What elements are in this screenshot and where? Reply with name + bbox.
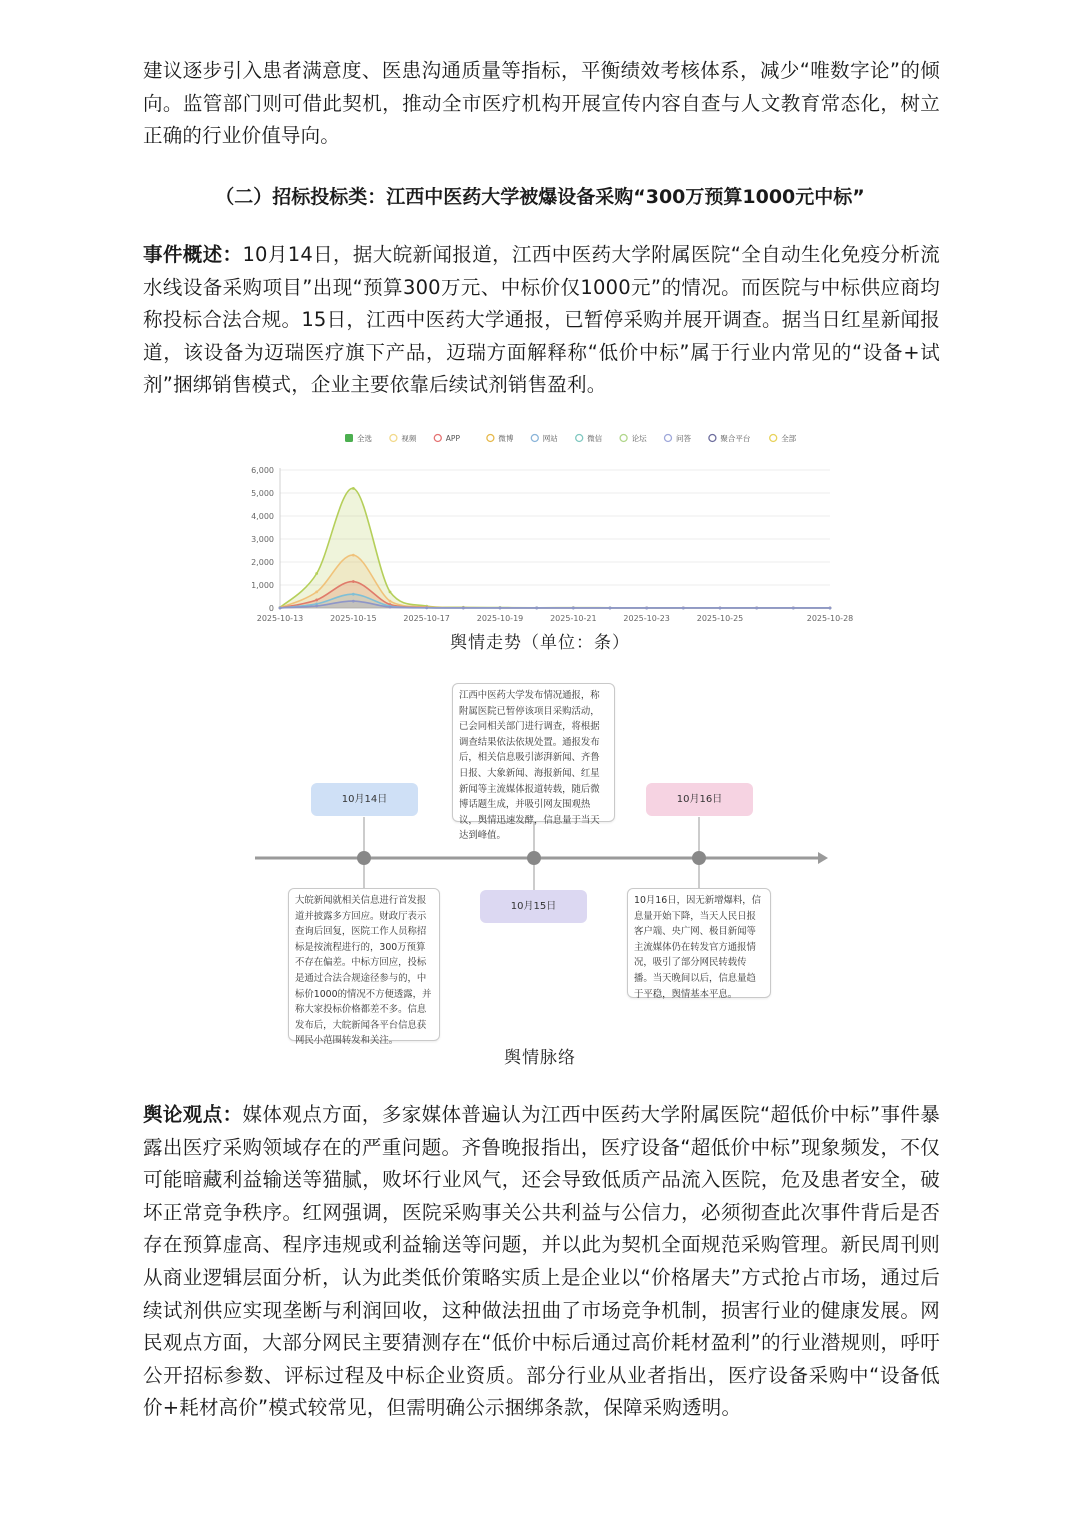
section-heading: （二）招标投标类：江西中医药大学被爆设备采购“300万预算1000元中标” (215, 186, 865, 208)
x-tick-label: 2025-10-19 (476, 614, 524, 623)
data-point (315, 599, 318, 602)
data-point (352, 554, 355, 557)
legend-swatch (620, 435, 627, 442)
legend-label: APP (445, 434, 460, 443)
overview-paragraph (143, 239, 940, 402)
data-point (609, 607, 612, 610)
data-point (792, 607, 795, 610)
legend-label: 全部 (781, 434, 797, 443)
data-point (829, 607, 832, 610)
x-tick-label: 2025-10-28 (806, 614, 854, 623)
data-point (572, 607, 575, 610)
chart-caption: 舆情走势（单位：条） (450, 633, 630, 653)
timeline-diagram (250, 670, 830, 1045)
timeline-dot-2 (527, 851, 541, 865)
trend-chart (240, 425, 854, 630)
data-point (535, 607, 538, 610)
y-tick-label: 1,000 (251, 581, 274, 590)
data-point (352, 593, 355, 596)
x-tick-label: 2025-10-13 (256, 614, 304, 623)
date-label-oct14: 10月14日 (311, 783, 418, 816)
event-box-oct14: 大皖新闻就相关信息进行首发报道并披露多方回应。财政厅表示查询后回复，医院工作人员称招标是按流程进行的，300万预算不存在偏差。中标方回应，投标是通过合法合规途径参与的，中标价1000的情况不方便透露，并称大家投标价格都差不多。信息发布后，大皖新闻各平台信息获网民小范围转发和关注。 (288, 888, 440, 1041)
data-point (425, 606, 428, 609)
data-point (315, 591, 318, 594)
legend-label: 视频 (401, 434, 417, 443)
overview-label: 事件概述： (143, 243, 243, 266)
y-tick-label: 6,000 (251, 466, 274, 475)
data-point (315, 572, 318, 575)
y-tick-label: 0 (268, 604, 274, 613)
data-point (352, 487, 355, 490)
legend-swatch (390, 435, 397, 442)
x-tick-label: 2025-10-23 (623, 614, 670, 623)
legend-label: 论坛 (631, 434, 647, 443)
data-point (389, 606, 392, 609)
x-tick-label: 2025-10-17 (403, 614, 450, 623)
legend-label: 聚合平台 (720, 434, 751, 443)
intro-paragraph: 建议逐步引入患者满意度、医患沟通质量等指标，平衡绩效考核体系，减少“唯数字论”的倾向。监管部门则可借此契机，推动全市医疗机构开展宣传内容自查与人文教育常态化，树立正确的行业价值导向。 (143, 59, 940, 148)
data-point (719, 607, 722, 610)
legend-swatch (531, 435, 538, 442)
legend-swatch (770, 435, 777, 442)
data-point (645, 607, 648, 610)
data-point (352, 580, 355, 583)
opinion-paragraph (143, 1099, 940, 1425)
data-point (499, 607, 502, 610)
y-tick-label: 5,000 (251, 489, 274, 498)
data-point (462, 607, 465, 610)
y-tick-label: 2,000 (251, 558, 274, 567)
legend-label: 问答 (676, 434, 691, 443)
legend-label: 全选 (357, 434, 372, 443)
timeline-dot-1 (357, 851, 371, 865)
legend-swatch (434, 435, 441, 442)
opinion-label: 舆论观点： (143, 1103, 243, 1126)
legend-swatch (665, 435, 672, 442)
legend-swatch (345, 434, 353, 442)
event-box-oct15: 江西中医药大学发布情况通报，称附属医院已暂停该项目采购活动，已会同相关部门进行调查，将根据调查结果依法依规处置。通报发布后，相关信息吸引澎湃新闻、齐鲁日报、大象新闻、海报新闻、红星新闻等主流媒体报道转载，随后微博话题生成，并吸引网友围观热议，舆情迅速发酵，信息量于当天达到峰值。 (452, 683, 615, 822)
legend-swatch (709, 435, 716, 442)
x-tick-label: 2025-10-21 (550, 614, 597, 623)
data-point (315, 605, 318, 608)
data-point (682, 607, 685, 610)
legend-swatch (487, 435, 494, 442)
timeline-arrow-icon (818, 852, 828, 864)
data-point (389, 591, 392, 594)
legend-label: 网站 (542, 434, 558, 443)
overview-text: 10月14日，据大皖新闻报道，江西中医药大学附属医院“全自动生化免疫分析流水线设备采购项目”出现“预算300万元、中标价仅1000元”的情况。而医院与中标供应商均称投标合法合规。15日，江西中医药大学通报，已暂停采购并展开调查。据当日红星新闻报道，该设备为迈瑞医疗旗下产品，迈瑞方面解释称“低价中标”属于行业内常见的“设备+试剂”捆绑销售模式，企业主要依靠后续试剂销售盈利。 (143, 243, 940, 397)
data-point (755, 607, 758, 610)
timeline-dot-3 (692, 851, 706, 865)
data-point (352, 600, 355, 603)
x-tick-label: 2025-10-25 (696, 614, 744, 623)
x-tick-label: 2025-10-15 (330, 614, 377, 623)
timeline-caption: 舆情脉络 (504, 1048, 576, 1068)
y-tick-label: 3,000 (251, 535, 274, 544)
data-point (279, 607, 282, 610)
legend-label: 微博 (498, 434, 514, 443)
legend-swatch (576, 435, 583, 442)
date-label-oct16: 10月16日 (646, 783, 753, 816)
legend-label: 微信 (587, 434, 603, 443)
event-box-oct16: 10月16日，因无新增爆料，信息量开始下降，当天人民日报客户端、央广网、极目新闻等主流媒体仍在转发官方通报情况，吸引了部分网民转载传播。当天晚间以后，信息量趋于平稳，舆情基本平息。 (627, 888, 771, 998)
opinion-text: 媒体观点方面，多家媒体普遍认为江西中医药大学附属医院“超低价中标”事件暴露出医疗采购领域存在的严重问题。齐鲁晚报指出，医疗设备“超低价中标”现象频发，不仅可能暗藏利益输送等猫腻，败坏行业风气，还会导致低质产品流入医院，危及患者安全，破坏正常竞争秩序。红网强调，医院采购事关公共利益与公信力，必须彻查此次事件背后是否存在预算虚高、程序违规或利益输送等问题，并以此为契机全面规范采购管理。新民周刊则从商业逻辑层面分析，认为此类低价策略实质上是企业以“价格屠夫”方式抢占市场，通过后续试剂供应实现垄断与利润回收，这种做法扭曲了市场竞争机制，损害行业的健康发展。网民观点方面，大部分网民主要猜测存在“低价中标后通过高价耗材盈利”的行业潜规则，呼吁公开招标参数、评标过程及中标企业资质。部分行业从业者指出，医疗设备采购中“设备低价+耗材高价”模式较常见，但需明确公示捆绑条款，保障采购透明。 (143, 1103, 940, 1420)
y-tick-label: 4,000 (251, 512, 274, 521)
data-point (389, 600, 392, 603)
date-label-oct15: 10月15日 (480, 890, 587, 923)
